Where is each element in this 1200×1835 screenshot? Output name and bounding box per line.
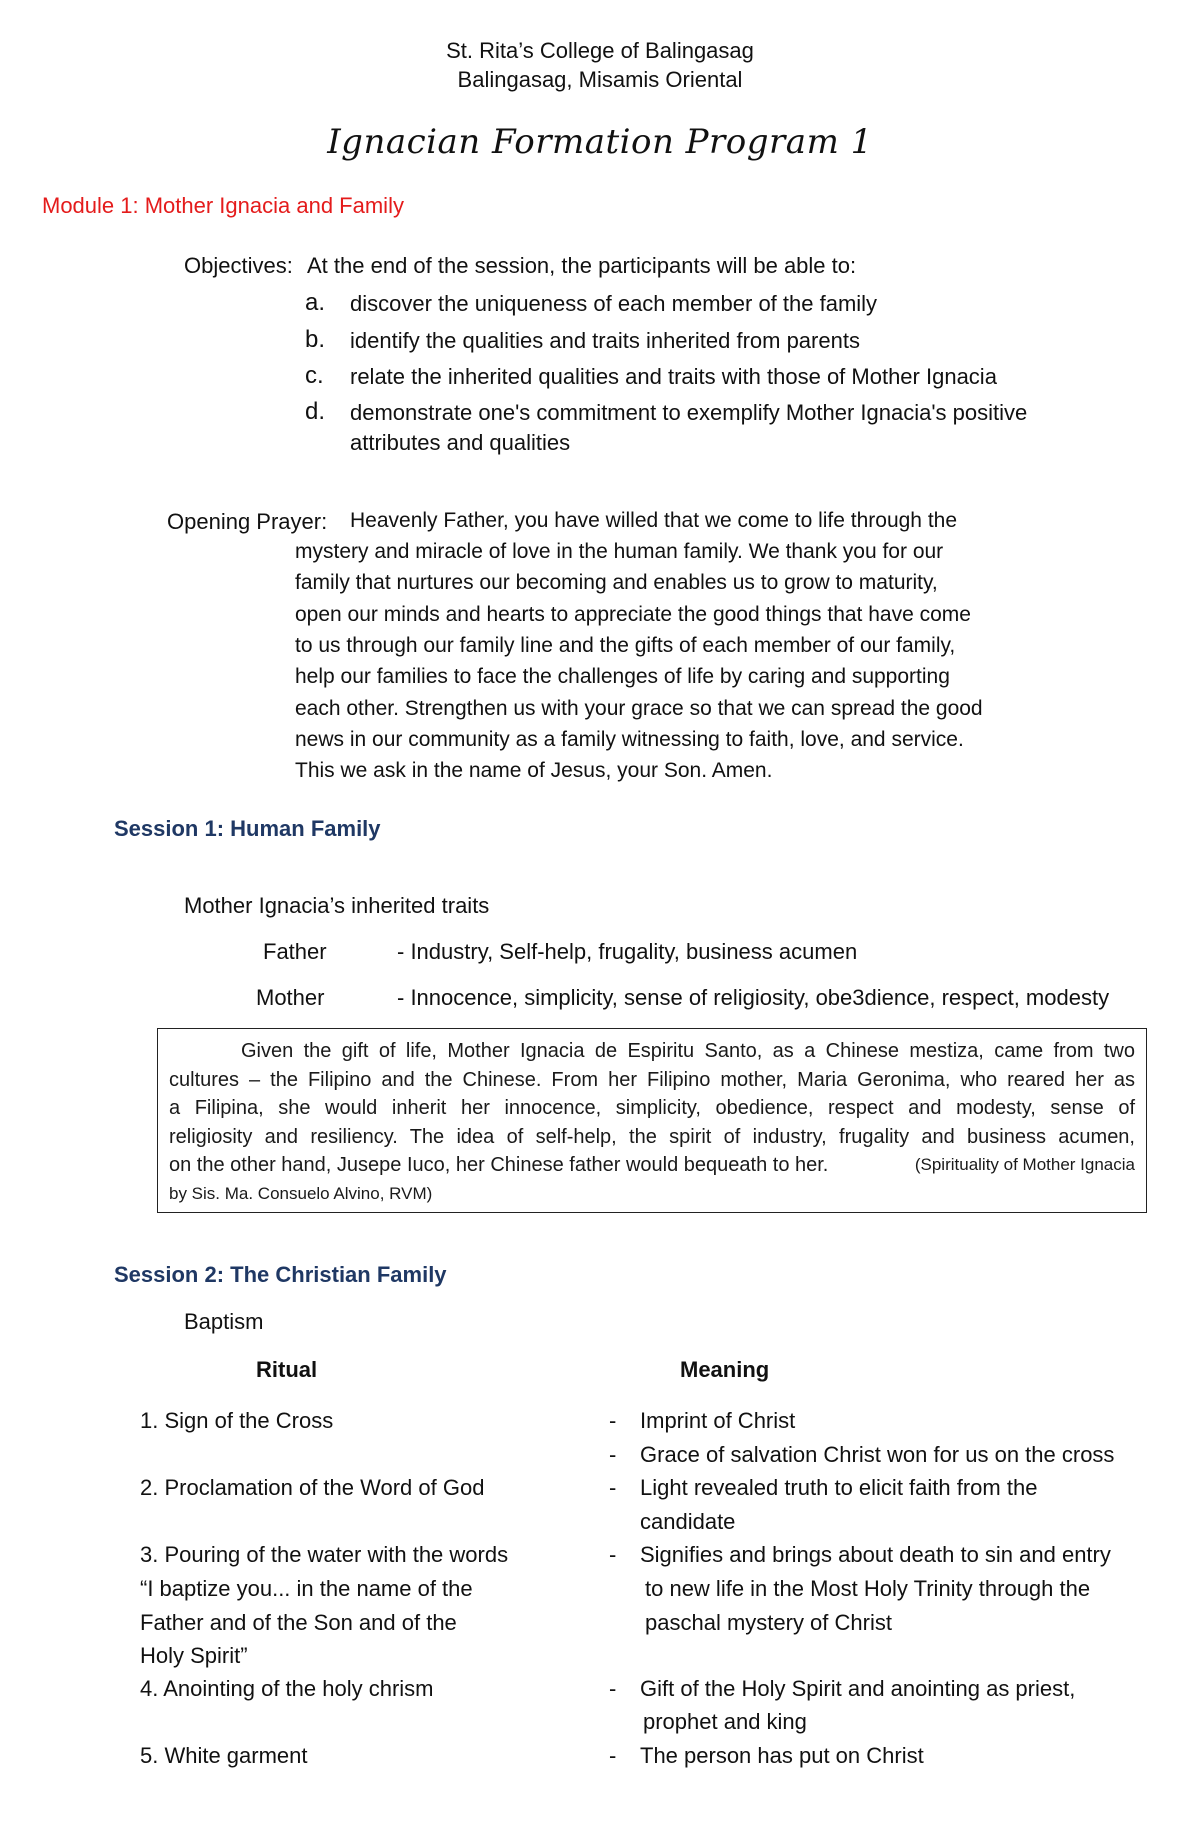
quote-box bbox=[157, 1028, 1147, 1213]
quote-line: religiosity and resiliency. The idea of self-help, the spirit of industry, frugality and business acumen, bbox=[169, 1125, 1135, 1148]
objective-letter: a. bbox=[305, 289, 326, 316]
mother-label: Mother bbox=[256, 985, 325, 1010]
father-label: Father bbox=[263, 939, 327, 964]
objective-letter: c. bbox=[305, 362, 324, 389]
ritual-item-continued: Holy Spirit” bbox=[140, 1643, 248, 1668]
quote-line: cultures – the Filipino and the Chinese. From her Filipino mother, Maria Geronima, who reared her as bbox=[169, 1068, 1135, 1091]
meaning-item: Light revealed truth to elicit faith from the bbox=[640, 1475, 1038, 1500]
ritual-item: 4. Anointing of the holy chrism bbox=[140, 1676, 434, 1701]
prayer-line: open our minds and hearts to appreciate the good things that have come bbox=[295, 603, 971, 626]
quote-line-text: on the other hand, Jusepe Iuco, her Chinese father would bequeath to her. bbox=[169, 1154, 829, 1176]
module-heading: Module 1: Mother Ignacia and Family bbox=[42, 193, 404, 218]
quote-citation-author: by Sis. Ma. Consuelo Alvino, RVM) bbox=[169, 1183, 433, 1203]
prayer-line: to us through our family line and the gifts of each member of our family, bbox=[295, 634, 956, 657]
meaning-item-continued: to new life in the Most Holy Trinity through the bbox=[645, 1576, 1091, 1601]
objective-item: demonstrate one's commitment to exemplify Mother Ignacia's positive bbox=[350, 400, 1028, 425]
meaning-item: Grace of salvation Christ won for us on the cross bbox=[640, 1442, 1115, 1467]
column-header-ritual: Ritual bbox=[256, 1357, 318, 1382]
ritual-item: 1. Sign of the Cross bbox=[140, 1408, 334, 1433]
ritual-item: 2. Proclamation of the Word of God bbox=[140, 1475, 485, 1500]
meaning-item: The person has put on Christ bbox=[640, 1743, 924, 1768]
objective-item: discover the uniqueness of each member of the family bbox=[350, 291, 878, 316]
document-title: Ignacian Formation Program 1 bbox=[327, 122, 873, 162]
quote-line bbox=[169, 1151, 1135, 1180]
ritual-item: 5. White garment bbox=[140, 1743, 308, 1768]
mother-traits: - Innocence, simplicity, sense of religiosity, obe3dience, respect, modesty bbox=[397, 985, 1110, 1010]
objective-item-continued: attributes and qualities bbox=[350, 430, 571, 455]
objective-item: relate the inherited qualities and traits with those of Mother Ignacia bbox=[350, 364, 997, 389]
quote-citation: (Spirituality of Mother Ignacia bbox=[914, 1155, 1135, 1174]
ritual-item: 3. Pouring of the water with the words bbox=[140, 1542, 509, 1567]
meaning-dash: - bbox=[609, 1542, 617, 1567]
prayer-line: each other. Strengthen us with your grace so that we can spread the good bbox=[295, 697, 983, 720]
father-traits: - Industry, Self-help, frugality, business acumen bbox=[397, 939, 858, 964]
prayer-label: Opening Prayer: bbox=[167, 509, 328, 534]
inherited-traits-label: Mother Ignacia’s inherited traits bbox=[184, 893, 490, 918]
school-name: St. Rita’s College of Balingasag bbox=[446, 38, 754, 63]
prayer-line: help our families to face the challenges of life by caring and supporting bbox=[295, 665, 950, 688]
meaning-item-continued: prophet and king bbox=[643, 1709, 807, 1734]
quote-line: Given the gift of life, Mother Ignacia de Espiritu Santo, as a Chinese mestiza, came from two bbox=[241, 1040, 1135, 1062]
meaning-dash: - bbox=[609, 1743, 617, 1768]
objectives-label: Objectives: bbox=[184, 253, 293, 278]
session-2-heading: Session 2: The Christian Family bbox=[114, 1262, 447, 1287]
meaning-item: Imprint of Christ bbox=[640, 1408, 796, 1433]
prayer-line: Heavenly Father, you have willed that we come to life through the bbox=[350, 509, 958, 532]
baptism-subheading: Baptism bbox=[184, 1309, 264, 1334]
school-address: Balingasag, Misamis Oriental bbox=[457, 67, 743, 92]
meaning-item-continued: candidate bbox=[640, 1509, 736, 1534]
meaning-item: Signifies and brings about death to sin and entry bbox=[640, 1542, 1111, 1567]
ritual-item-continued: Father and of the Son and of the bbox=[140, 1610, 457, 1635]
meaning-dash: - bbox=[609, 1676, 617, 1701]
prayer-line: family that nurtures our becoming and enables us to grow to maturity, bbox=[295, 571, 938, 594]
ritual-item-continued: “I baptize you... in the name of the bbox=[140, 1576, 473, 1601]
meaning-dash: - bbox=[609, 1442, 617, 1467]
quote-line: a Filipina, she would inherit her innocence, simplicity, obedience, respect and modesty, sense of bbox=[169, 1097, 1135, 1119]
prayer-line: This we ask in the name of Jesus, your Son. Amen. bbox=[295, 759, 773, 782]
meaning-dash: - bbox=[609, 1475, 617, 1500]
objective-letter: d. bbox=[305, 398, 326, 425]
meaning-item-continued: paschal mystery of Christ bbox=[645, 1610, 892, 1635]
objectives-intro: At the end of the session, the participants will be able to: bbox=[307, 253, 857, 278]
meaning-dash: - bbox=[609, 1408, 617, 1433]
quote-text bbox=[169, 1037, 1135, 1208]
meaning-item: Gift of the Holy Spirit and anointing as priest, bbox=[640, 1676, 1076, 1701]
objective-letter: b. bbox=[305, 326, 326, 353]
objective-item: identify the qualities and traits inherited from parents bbox=[350, 328, 860, 353]
session-1-heading: Session 1: Human Family bbox=[114, 816, 381, 841]
prayer-line: news in our community as a family witnessing to faith, love, and service. bbox=[295, 728, 964, 751]
prayer-line: mystery and miracle of love in the human family. We thank you for our bbox=[295, 540, 944, 563]
column-header-meaning: Meaning bbox=[680, 1357, 770, 1382]
